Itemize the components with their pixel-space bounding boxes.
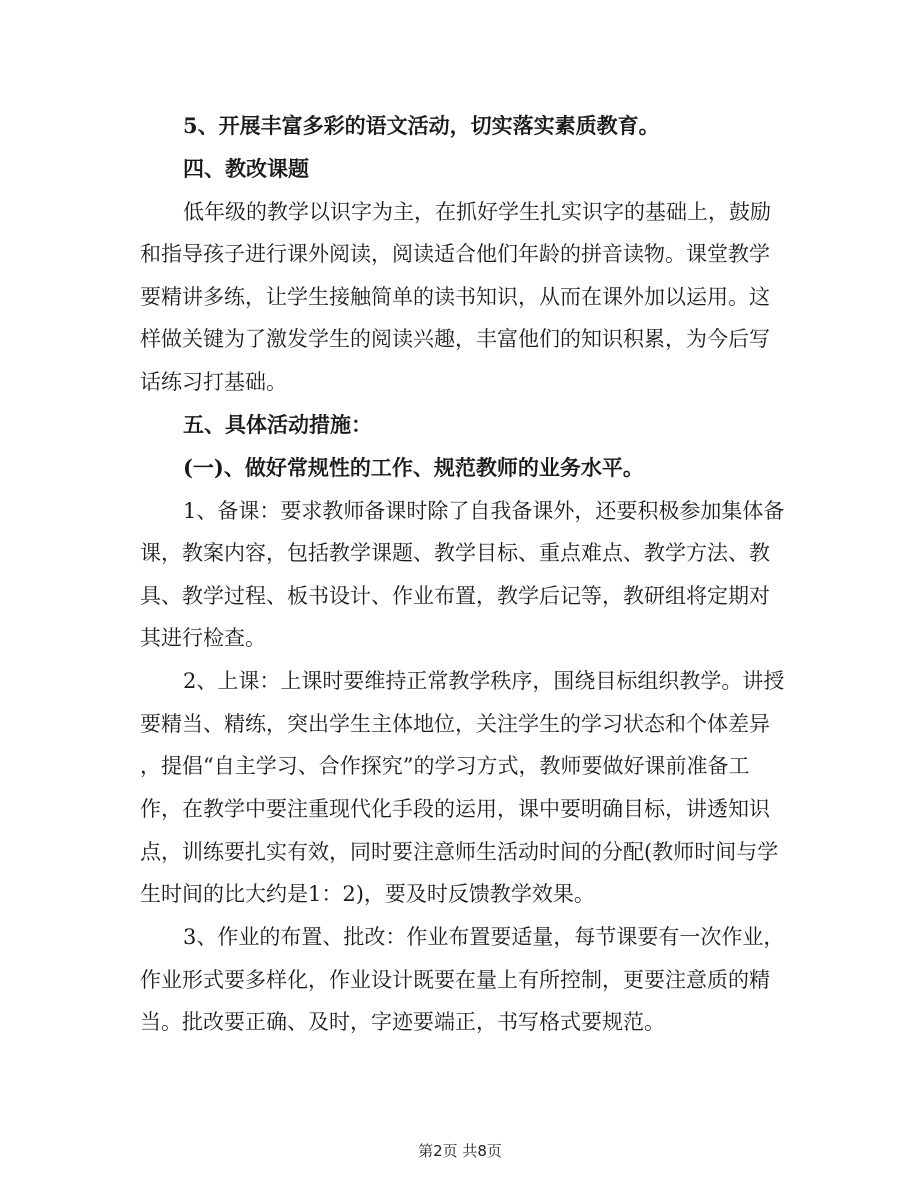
paragraph-line-text: 要精当、精练，突出学生主体地位，关注学生的学习状态和个体差异	[140, 712, 770, 736]
paragraph-line-text: 1、备课：要求教师备课时除了自我备课外，还要积极参加集体备	[183, 499, 785, 523]
paragraph-line-text: 作，在教学中要注重现代化手段的运用，课中要明确目标，讲透知识	[140, 797, 770, 821]
paragraph-line-text: 具、教学过程、板书设计、作业布置，教学后记等，教研组将定期对	[140, 584, 770, 608]
paragraph-line-text: 话练习打基础。	[140, 370, 287, 394]
paragraph-line-text: 低年级的教学以识字为主，在抓好学生扎实识字的基础上，鼓励	[183, 200, 771, 224]
paragraph-line-text: 其进行检查。	[140, 626, 266, 650]
section-4-title-text: 四、教改课题	[183, 156, 309, 181]
paragraph-line-text: 课，教案内容，包括教学课题、教学目标、重点难点、教学方法、教	[140, 541, 770, 565]
page-footer	[0, 1141, 920, 1161]
paragraph-line-text: 要精讲多练，让学生接触简单的读书知识，从而在课外加以运用。这	[140, 285, 770, 309]
paragraph-line-text: 和指导孩子进行课外阅读，阅读适合他们年龄的拼音读物。课堂教学	[140, 242, 770, 266]
page-indicator: 第2页 共8页	[418, 1142, 502, 1160]
paragraph-line-text: 作业形式要多样化，作业设计既要在量上有所控制，更要注意质的精	[140, 968, 770, 992]
paragraph-line-text: 3、作业的布置、批改：作业布置要适量，每节课要有一次作业，	[183, 925, 785, 949]
paragraph-line-text: 当。批改要正确、及时，字迹要端正，书写格式要规范。	[140, 1010, 665, 1034]
paragraph-line-text: 生时间的比大约是1：2)，要及时反馈教学效果。	[140, 882, 595, 906]
section-5-title-text: 五、具体活动措施：	[183, 412, 372, 437]
paragraph-line-text: 点，训练要扎实有效，同时要注意师生活动时间的分配(教师时间与学	[140, 840, 779, 864]
paragraph-line-text: 2、上课：上课时要维持正常教学秩序，围绕目标组织教学。讲授	[183, 669, 785, 693]
subsection-1-title-text: (一)、做好常规性的工作、规范教师的业务水平。	[183, 455, 644, 480]
paragraph-line-text: ，提倡“自主学习、合作探究”的学习方式，教师要做好课前准备工	[140, 754, 750, 778]
heading-item-5-text: 5、开展丰富多彩的语文活动，切实落实素质教育。	[183, 113, 660, 138]
paragraph-line-text: 样做关键为了激发学生的阅读兴趣，丰富他们的知识积累，为今后写	[140, 327, 770, 351]
